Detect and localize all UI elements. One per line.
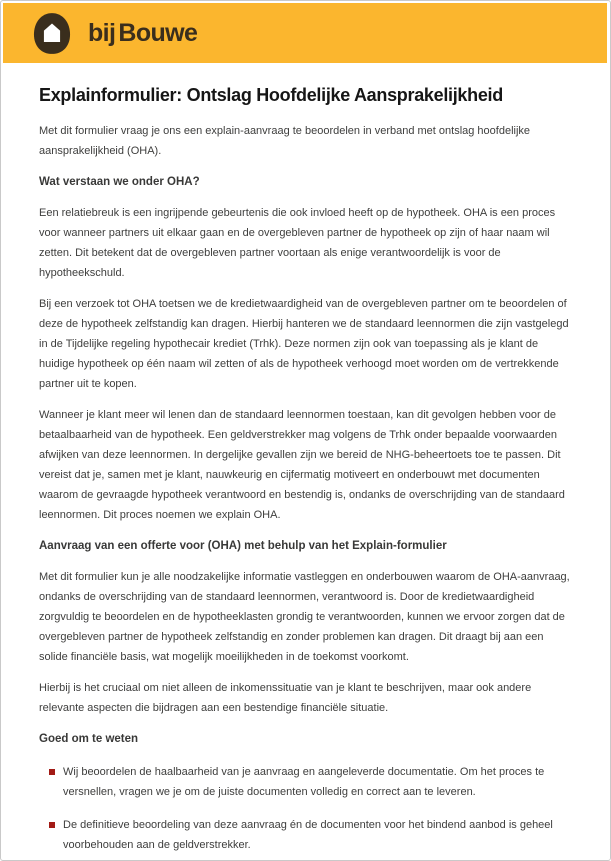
list-item: Wij beoordelen de haalbaarheid van je aanvraag en aangeleverde documentatie. Om het proces te versnellen, vragen we je om de juiste documenten volledig en correct aan te leveren. xyxy=(49,762,572,802)
info-bullet-list xyxy=(39,760,572,855)
list-item: De definitieve beoordeling van deze aanvraag én de documenten voor het bindend aanbod is geheel voorbehouden aan de geldverstrekker. xyxy=(49,815,572,855)
brand-header xyxy=(3,3,607,63)
paragraph-inkomenssituatie: Hierbij is het cruciaal om niet alleen de inkomenssituatie van je klant te beschrijven, maar ook andere relevante aspecten die bijdragen aan een bestendige financiële situatie. xyxy=(39,682,532,714)
bijbouwe-egg-house-icon xyxy=(33,12,71,55)
brand-wordmark xyxy=(88,19,197,48)
paragraph-verzoek-tot-oha: Bij een verzoek tot OHA toetsen we de kredietwaardigheid van de overgebleven partner om te beoordelen of deze de hypotheek zelfstandig kan dragen. Hierbij hanteren we de standaard leennormen die zijn vastgelegd in de Tijdelijke regeling hypothecair krediet (Trhk). Deze normen zijn ook van toepassing als je klant de huidige hypotheek op één naam wil zetten of als de hypotheek verhoogd moet worden om de vertrekkende partner uit te kopen. xyxy=(39,298,569,390)
brand-wordmark-bouwe: Bouwe xyxy=(118,18,198,47)
paragraph-meer-lenen: Wanneer je klant meer wil lenen dan de standaard leennormen toestaan, kan dit gevolgen hebben voor de betaalbaarheid van de hypotheek. Een geldverstrekker mag volgens de Trhk onder bepaalde voorwaarden afwijken van deze leennormen. In dergelijke gevallen zijn we bereid de NHG-beheertoets toe te passen. Dit vereist dat je, samen met je klant, nauwkeurig en cijfermatig motiveert en onderbouwt met documenten waarom de gevraagde hypotheek verantwoord en bestendig is, ondanks de overschrijding van de standaard leennormen. Dit proces noemen we explain OHA. xyxy=(39,409,565,521)
brand-wordmark-bij: bij xyxy=(88,18,116,47)
paragraph-formulier-informatie: Met dit formulier kun je alle noodzakelijke informatie vastleggen en onderbouwen waarom de OHA-aanvraag, ondanks de overschrijding van de standaard leennormen, verantwoord is. Door de kredietwaardigheid zorgvuldig te beoordelen en de hypotheeklasten grondig te verantwoorden, kunnen we ervoor zorgen dat de overgebleven partner de hypotheek zelfstandig en zonder problemen kan dragen. Dit draagt bij aan een solide financiële basis, wat mogelijk moeilijkheden in de toekomst voorkomt. xyxy=(39,571,570,663)
intro-paragraph: Met dit formulier vraag je ons een explain-aanvraag te beoordelen in verband met ontslag hoofdelijke aansprakelijkheid (OHA). xyxy=(39,125,531,157)
section-heading-goed-om-te-weten: Goed om te weten xyxy=(39,733,139,745)
paragraph-relatiebreuk: Een relatiebreuk is een ingrijpende gebeurtenis die ook invloed heeft op de hypotheek. OHA is een proces voor wanneer partners uit elkaar gaan en de overgebleven partner de hypotheek op zijn of haar naam wil zetten. Dit betekent dat de overgebleven partner voortaan als enige verantwoordelijk is voor de hypotheekschuld. xyxy=(39,207,556,279)
section-heading-wat-verstaan-we-onder-oha: Wat verstaan we onder OHA? xyxy=(39,176,200,188)
page-title: Explainformulier: Ontslag Hoofdelijke Aansprakelijkheid xyxy=(39,85,503,105)
document-body xyxy=(1,63,610,855)
section-heading-aanvraag-offerte: Aanvraag van een offerte voor (OHA) met behulp van het Explain-formulier xyxy=(39,540,447,552)
